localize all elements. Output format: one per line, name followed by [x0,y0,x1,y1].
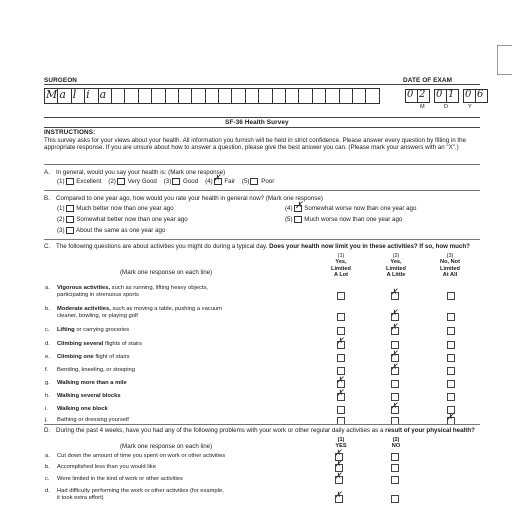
surgeon-name-box[interactable] [124,88,138,104]
qb-checkbox-3[interactable] [66,227,74,234]
qd-col1-header: (1) YES [335,437,347,450]
qc-row-letter: j. [45,417,48,423]
surgeon-name-box[interactable] [218,88,232,104]
qb-question: Compared to one year ago, how would you rate your health in general now? (Mark one response) [56,195,323,202]
surgeon-name-box[interactable] [151,88,165,104]
qd-selected-mark: ✗ [334,491,342,501]
qc-selected-mark: ✗ [446,413,454,423]
section-divider [44,239,480,240]
qc-response-checkbox[interactable] [337,292,345,300]
qc-response-checkbox[interactable] [447,367,455,375]
date-day-digit-1[interactable]: 0 [434,89,447,103]
qb-letter: B. [44,195,50,202]
surgeon-name-box[interactable] [258,88,272,104]
qb-option-5: (5) Much worse now than one year ago [285,216,403,224]
qb-option-4: (4) Somewhat worse now than one year ago [285,205,417,213]
surgeon-name-box[interactable] [138,88,152,104]
surgeon-name-box[interactable] [205,88,219,104]
qd-selected-mark: ✗ [334,472,342,482]
surgeon-name-box[interactable] [57,88,71,104]
section-divider [44,190,480,191]
qc-row-label: Walking several blocks [57,393,121,399]
surgeon-name-box[interactable] [191,88,205,104]
date-day-digit-2[interactable]: 1 [446,89,459,103]
qa-letter: A. [44,169,50,176]
surgeon-name-box[interactable] [365,88,379,104]
qd-row-letter: d. [45,488,50,494]
qd-row-label: Accomplished less than you would like [57,464,156,470]
qb-option-1: (1) Much better now than one year ago [57,205,174,213]
qc-selected-mark: ✗ [390,363,398,373]
qc-selected-mark: ✗ [336,376,344,386]
qc-row-label: Climbing several flights of stairs [57,341,143,347]
scan-edge-artifact [497,45,512,75]
surgeon-name-char: a [59,88,66,101]
qd-instruction: (Mark one response on each line) [120,443,213,450]
qd-selected-mark: ✗ [334,449,342,459]
qb-selected-mark: ✗ [295,201,303,211]
title-rule-top [44,117,480,118]
surgeon-name-box[interactable] [285,88,299,104]
qc-row-letter: i. [45,406,48,412]
qc-response-checkbox[interactable] [337,406,345,414]
qa-question: In general, would you say your health is: (Mark one response) [56,169,226,176]
qc-col1-header: (1) Yes, Limited A Lot [331,253,351,279]
date-month-digit-2[interactable]: 2 [417,89,430,103]
surgeon-name-box[interactable] [352,88,366,104]
section-divider [44,164,480,165]
qc-selected-mark: ✗ [390,288,398,298]
qd-response-checkbox[interactable] [391,476,399,484]
qc-row-label: Walking more than a mile [57,380,127,386]
surgeon-name-box[interactable] [325,88,339,104]
date-m-label: M [420,104,425,110]
survey-title: SF-36 Health Survey [225,119,289,126]
qc-question: The following questions are about activities you might do during a typical day. Does your health now limit you in these activities? If so, how much? [56,243,470,250]
qd-row-label: Had difficulty performing the work or other activities (for example, it took extra effort) [57,488,224,501]
qc-response-checkbox[interactable] [391,393,399,401]
qc-instruction: (Mark one response on each line) [120,269,213,276]
qa-checkbox-5[interactable] [250,178,258,185]
qc-response-checkbox[interactable] [391,341,399,349]
qc-response-checkbox[interactable] [447,354,455,362]
surgeon-name-box[interactable] [272,88,286,104]
qc-response-checkbox[interactable] [337,327,345,335]
date-month-digit-1[interactable]: 0 [405,89,418,103]
surgeon-name-char: M [46,88,58,101]
date-year-digit-1[interactable]: 0 [463,89,476,103]
qc-response-checkbox[interactable] [337,367,345,375]
qc-response-checkbox[interactable] [447,327,455,335]
surgeon-name-box[interactable] [245,88,259,104]
qb-checkbox-2[interactable] [66,216,74,223]
date-label: DATE OF EXAM [403,77,453,84]
section-divider [44,424,480,425]
qc-response-checkbox[interactable] [447,341,455,349]
qb-option-3: (3) About the same as one year ago [57,227,166,235]
surgeon-name-box[interactable] [312,88,326,104]
qc-row-letter: f. [45,367,49,373]
title-rule-bottom [44,127,480,128]
instructions-text: This survey asks for your views about your health. All information you furnish will be held in strict confidence. Please answer every question by filling in the appropriate response. If you are unsure about how to answer a question, please give the best answer you can. (Please mark your answers with an "X".) [44,137,466,151]
qc-col2-header: (2) Yes, Limited A Little [386,253,406,279]
surgeon-name-box[interactable] [84,88,98,104]
qc-letter: C. [44,243,51,250]
qd-response-checkbox[interactable] [391,495,399,503]
qc-row-letter: d. [45,341,50,347]
qc-selected-mark: ✗ [336,389,344,399]
qc-response-checkbox[interactable] [447,380,455,388]
date-d-label: D [444,104,449,110]
qc-selected-mark: ✗ [336,337,344,347]
qc-row-label: Lifting or carrying groceries [57,327,130,333]
qc-row-label: Bathing or dressing yourself [57,417,129,423]
qa-selected-mark: ✗ [213,174,221,184]
qa-checkbox-3[interactable] [172,178,180,185]
qc-row-label: Vigorous activities, such as running, lifting heavy objects, participating in strenuous sports [57,285,209,298]
qd-row-label: Were limited in the kind of work or other activities [57,476,183,482]
qc-response-checkbox[interactable] [447,292,455,300]
qd-question: During the past 4 weeks, have you had any of the following problems with your work or other regular daily activities as a result of your physical health? [56,427,475,434]
qc-response-checkbox[interactable] [447,393,455,401]
qd-letter: D. [44,427,51,434]
qd-row-letter: c. [45,476,50,482]
qc-row-label: Bending, kneeling, or stooping [57,367,135,373]
qc-row-letter: b. [45,306,50,312]
instructions-label: INSTRUCTIONS: [44,129,96,136]
qc-response-checkbox[interactable] [391,380,399,388]
qc-response-checkbox[interactable] [337,354,345,362]
qb-checkbox-1[interactable] [66,205,74,212]
qd-row-label: Cut down the amount of time you spent on work or other activities [57,453,226,459]
surgeon-name-box[interactable] [71,88,85,104]
qd-selected-mark: ✗ [334,460,342,470]
qb-option-2: (2) Somewhat better now than one year ago [57,216,188,224]
qa-options: (1) Excellent (2) Very Good (3) Good (4) Fair (5) Poor [57,178,275,186]
surgeon-name-box[interactable] [178,88,192,104]
qc-response-checkbox[interactable] [447,313,455,321]
qc-selected-mark: ✗ [390,309,398,319]
date-boxes[interactable] [405,89,487,103]
surgeon-name-box[interactable] [44,88,58,104]
qd-row-letter: b. [45,464,50,470]
header-rule [44,84,480,85]
qc-row-letter: h. [45,393,50,399]
surgeon-name-box[interactable] [339,88,353,104]
qc-row-label: Climbing one flight of stairs [57,354,130,360]
surgeon-name-box[interactable] [231,88,245,104]
qc-selected-mark: ✗ [390,402,398,412]
surgeon-name-char: a [99,88,107,101]
surgeon-name-boxes[interactable] [44,88,379,104]
qd-col2-header: (2) NO [391,437,401,450]
surgeon-name-char: i [86,88,90,101]
qc-col3-header: (3) No, Not Limited At All [440,253,460,279]
surgeon-label: SURGEON [44,77,78,84]
qc-response-checkbox[interactable] [337,313,345,321]
qc-row-label: Walking one block [57,406,108,412]
date-year-digit-2[interactable]: 6 [475,89,488,103]
qc-row-label: Moderate activities, such as moving a table, pushing a vacuum cleaner, bowling, or playing golf [57,306,222,319]
qc-selected-mark: ✗ [390,350,398,360]
surgeon-name-box[interactable] [298,88,312,104]
qd-response-checkbox[interactable] [391,464,399,472]
qc-row-letter: g. [45,380,50,386]
qd-row-letter: a. [45,453,50,459]
surgeon-name-char: l [72,88,77,101]
qc-row-letter: e. [45,354,50,360]
date-y-label: Y [468,104,472,110]
qc-selected-mark: ✗ [390,323,398,333]
qd-response-checkbox[interactable] [391,453,399,461]
surgeon-name-box[interactable] [165,88,179,104]
qc-row-letter: a. [45,285,50,291]
surgeon-name-box[interactable] [111,88,125,104]
qa-checkbox-2[interactable] [117,178,125,185]
qc-row-letter: c. [45,327,50,333]
qa-checkbox-1[interactable] [66,178,74,185]
qb-checkbox-5[interactable] [294,216,302,223]
surgeon-name-box[interactable] [98,88,112,104]
